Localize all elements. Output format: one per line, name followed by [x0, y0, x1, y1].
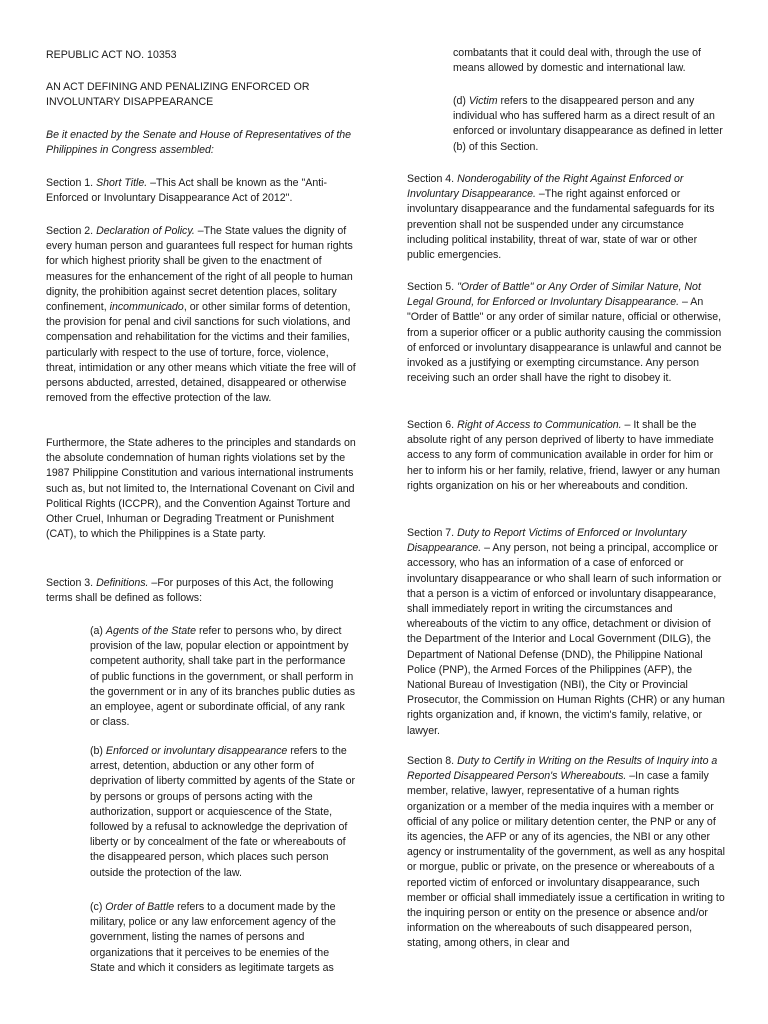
definition-a: (a) Agents of the State refer to persons who, by direct provision of the law, popular election or appointment by competent authority, shall take part in the performance of public functions in the government, or shall perform in the government or in any of its branches public duties as an employee, agent or subordinate official, of any rank or class. — [90, 625, 355, 729]
section-7-heading: Duty to Report Victims of Enforced or Involuntary Disappearance. — [407, 527, 687, 555]
definition-c-continued: combatants that it could deal with, through the use of means allowed by domestic and international law. — [453, 47, 701, 75]
section-5 — [407, 280, 725, 386]
section-4-label: Section 4. — [407, 173, 455, 185]
section-5-body: – An "Order of Battle" or any order of similar nature, official or otherwise, from a superior officer or a public authority causing the commission of enforced or involuntary disappearance is unlawful and cannot be invoked as a justifying or exempting circumstance. Any person receiving such an order shall have the right to disobey it. — [407, 296, 722, 385]
section-6-label: Section 6. — [407, 419, 455, 431]
section-4-body: –The right against enforced or involuntary disappearance and the fundamental safeguards for its prevention shall not be suspended under any circumstance including political instability, threat of war, state of war or other public emergencies. — [407, 188, 715, 262]
act-title: AN ACT DEFINING AND PENALIZING ENFORCED OR INVOLUNTARY DISAPPEARANCE — [46, 81, 310, 109]
section-4 — [407, 172, 725, 263]
section-2 — [46, 224, 356, 406]
republic-act-number: REPUBLIC ACT NO. 10353 — [46, 49, 177, 61]
section-3 — [46, 576, 356, 606]
section-6 — [407, 418, 725, 494]
definition-b: (b) Enforced or involuntary disappearance refers to the arrest, detention, abduction or any other form of deprivation of liberty committed by agents of the State or by persons or groups of persons acting with the authorization, support or acquiescence of the State, followed by a refusal to acknowledge the deprivation of liberty or by concealment of the fate or whereabouts of the disappeared person, which places such person outside the protection of the law. — [90, 745, 355, 879]
section-2-body-italic: incommunicado — [109, 301, 184, 314]
section-3-heading: Definitions. — [96, 577, 149, 589]
definition-b-term: Enforced or involuntary disappearance — [105, 745, 288, 757]
section-2-body-b: , or other similar forms of detention, the provision for penal and civil sanctions for such violations, and compensation and rehabilitation for the victims and their families, particularly with respect to the use of torture, force, violence, threat, intimidation or any other means which vitiate the free will of persons abducted, arrested, detained, disappeared or otherwise removed from the effective protection of the law. — [46, 301, 356, 405]
section-2-paragraph-2: Furthermore, the State adheres to the principles and standards on the absolute condemnation of human rights violations set by the 1987 Philippine Constitution and various international instruments such as, but not limited to, the International Covenant on Civil and Political Rights (ICCPR), and the Convention Against Torture and Other Cruel, Inhuman or Degrading Treatment or Punishment (CAT), to which the Philippines is a State party. — [46, 437, 356, 541]
definition-d: (d) Victim refers to the disappeared person and any individual who has suffered harm as a direct result of an enforced or involuntary disappearance as defined in letter (b) of this Section. — [453, 95, 723, 153]
section-8-body: –In case a family member, relative, lawyer, representative of a human rights organization or a member of the media inquires with a member or official of any police or military detention center, the PNP or any of its agencies, the AFP or any of its agencies, the NBI or any other agency or instrumentality of the government, as well as any hospital or morgue, public or private, on the presence or whereabouts of a reported victim of enforced or involuntary disappearance, such member or official shall immediately issue a certification in writing to the inquiring person or entity on the presence or absence and/or information on the whereabouts of such disappeared person, stating, among others, in clear and — [407, 770, 725, 950]
definition-c-term: Order of Battle — [105, 901, 175, 913]
section-7-body: – Any person, not being a principal, accomplice or accessory, who has an information of a case of enforced or involuntary disappearance or who shall learn of such information or that a person is a victim of enforced or involuntary disappearance, shall immediately report in writing the circumstances and whereabouts of the victim to any office, detachment or division of the Department of the Interior and Local Government (DILG), the Department of National Defense (DND), the Philippine National Police (PNP), the Armed Forces of the Philippines (AFP), the National Bureau of Investigation (NBI), the City or Provincial Prosecutor, the Commission on Human Rights (CHR) or any human rights organization and, if known, the victim's family, relative, or lawyer. — [407, 542, 725, 737]
section-1-body: –This Act shall be known as the "Anti-Enforced or Involuntary Disappearance Act of 2012". — [46, 177, 328, 205]
definition-c: (c) Order of Battle refers to a document made by the military, police or any law enforcement agency of the government, listing the names of persons and organizations that it perceives to be enemies of the State and which it considers as legitimate targets as — [90, 901, 336, 974]
section-1-heading: Short Title. — [96, 177, 148, 189]
section-5-label: Section 5. — [407, 281, 455, 293]
definition-b-body: refers to the arrest, detention, abduction or any other form of deprivation of liberty committed by agents of the State or by persons or groups of persons acting with the authorization, support or acquiescence of the State, followed by a refusal to acknowledge the deprivation of liberty or by concealment of the fate or whereabouts of the disappeared person, which places such person outside the protection of the law. — [90, 745, 355, 879]
section-1 — [46, 176, 356, 206]
definition-a-term: Agents of the State — [105, 625, 196, 637]
definition-d-body: refers to the disappeared person and any individual who has suffered harm as a direct result of an enforced or involuntary disappearance as defined in letter (b) of this Section. — [453, 95, 723, 153]
section-2-heading: Declaration of Policy. — [96, 225, 195, 237]
definition-c-body: refers to a document made by the military, police or any law enforcement agency of the government, listing the names of persons and organizations that it perceives to be enemies of the State and which it considers as legitimate targets as — [90, 901, 336, 974]
section-7 — [407, 526, 725, 739]
definition-a-body: refer to persons who, by direct provision of the law, popular election or appointment by competent authority, shall take part in the performance of public functions in the government, or shall perform in the government or in any of its branches public duties as an employee, agent or subordinate official, of any rank or class. — [90, 625, 355, 729]
section-4-heading: Nonderogability of the Right Against Enforced or Involuntary Disappearance. — [407, 173, 684, 201]
section-2-body-a: –The State values the dignity of every human person and guarantees full respect for human rights for which highest priority shall be given to the enactment of measures for the enhancement of the right of all people to human dignity, the prohibition against secret detention places, solitary confinement, — [46, 225, 353, 314]
section-6-body: – It shall be the absolute right of any person deprived of liberty to have immediate access to any form of communication available in order for him or her to inform his or her family, relative, friend, lawyer or any human rights organization on his or her whereabouts and condition. — [407, 419, 721, 492]
enacting-clause: Be it enacted by the Senate and House of Representatives of the Philippines in Congress assembled: — [46, 129, 352, 157]
section-3-body: –For purposes of this Act, the following terms shall be defined as follows: — [46, 577, 334, 605]
section-1-label: Section 1. — [46, 177, 94, 189]
section-2-label: Section 2. — [46, 225, 94, 237]
section-6-heading: Right of Access to Communication. — [457, 419, 622, 431]
section-3-label: Section 3. — [46, 577, 94, 589]
definition-d-term: Victim — [468, 95, 498, 107]
section-5-heading: "Order of Battle" or Any Order of Similar Nature, Not Legal Ground, for Enforced or Involuntary Disappearance. — [407, 281, 701, 309]
section-7-label: Section 7. — [407, 527, 455, 539]
section-8-label: Section 8. — [407, 755, 455, 767]
section-8 — [407, 754, 725, 952]
section-8-heading: Duty to Certify in Writing on the Results of Inquiry into a Reported Disappeared Person's Whereabouts. — [407, 755, 718, 783]
